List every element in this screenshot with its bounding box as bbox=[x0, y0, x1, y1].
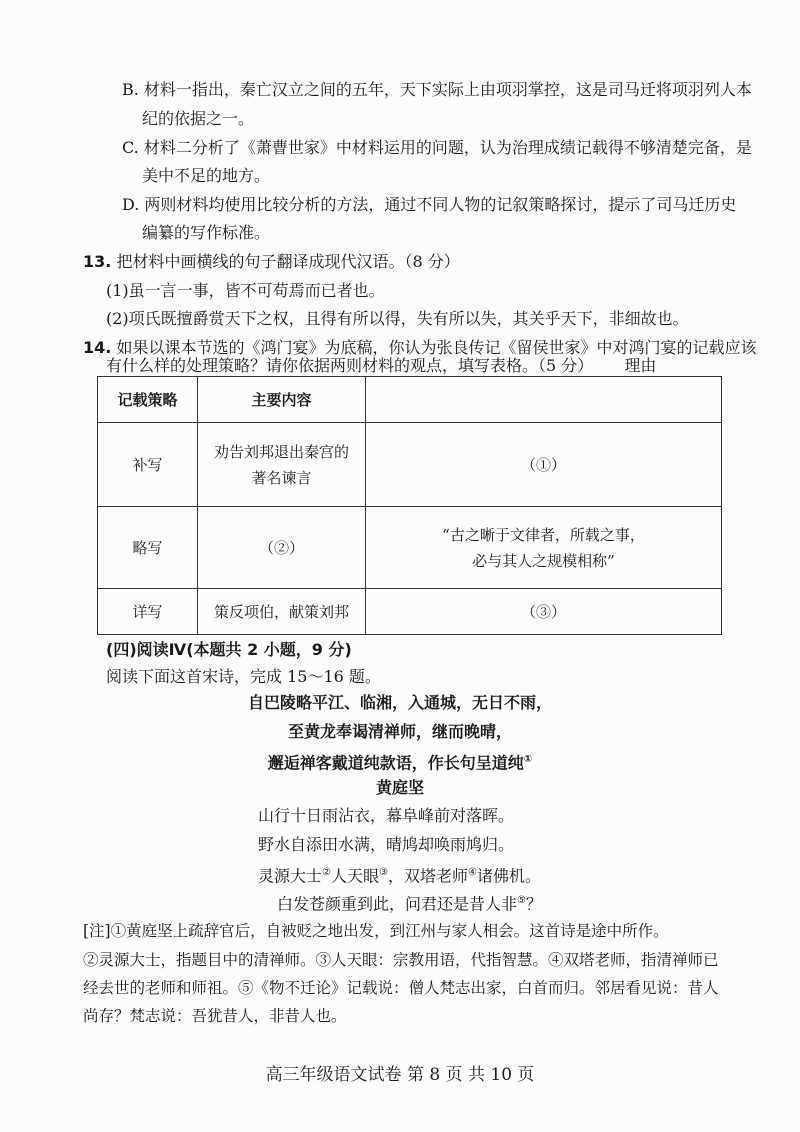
question-13-sentence-1: (1)虽一言一事，皆不可苟焉而已者也。 bbox=[106, 281, 385, 300]
option-c-line1: C. 材料二分析了《萧曹世家》中材料运用的问题，认为治理成绩记载得不够清楚完备，是 bbox=[122, 138, 752, 157]
note-marker-5: ⑤ bbox=[517, 895, 526, 906]
poem-author: 黄庭坚 bbox=[375, 778, 424, 797]
section-4-intro: 阅读下面这首宋诗，完成 15～16 题。 bbox=[106, 667, 381, 686]
header-content: 主要内容 bbox=[198, 377, 366, 423]
row1-content bbox=[198, 423, 366, 507]
note-marker-1: ① bbox=[523, 754, 533, 765]
row2-reason-line2: 必与其人之规模相称” bbox=[472, 551, 615, 570]
section-4-heading: (四)阅读Ⅳ(本题共 2 小题，9 分) bbox=[106, 640, 352, 659]
table-row bbox=[98, 589, 722, 635]
row1-content-line2: 著名谏言 bbox=[251, 468, 312, 487]
option-d-line2: 编纂的写作标准。 bbox=[142, 223, 271, 242]
poem-line-3 bbox=[258, 863, 541, 886]
row1-reason-blank: （①） bbox=[520, 455, 566, 474]
question-13 bbox=[83, 252, 460, 272]
option-d-line1: D. 两则材料均使用比较分析的方法，通过不同人物的记叙策略探讨，提示了司马迁历史 bbox=[122, 195, 737, 214]
note-marker-2: ② bbox=[322, 867, 331, 878]
row2-content[interactable] bbox=[198, 507, 366, 589]
poem-title-line1: 自巴陵略平江、临湘，入通城，无日不雨， bbox=[247, 693, 552, 712]
poem-line-1: 山行十日雨沾衣，幕阜峰前对落晖。 bbox=[258, 806, 515, 825]
row3-content: 策反项伯，献策刘邦 bbox=[198, 589, 366, 635]
poem-title-text: 邂逅禅客戴道纯款语，作长句呈道纯 bbox=[267, 753, 524, 773]
row2-reason-line1: “古之晰于文律者，所载之事， bbox=[442, 525, 645, 544]
poem-line-3-part-b: 人天眼 bbox=[330, 866, 379, 886]
poem-line-4-part-a: 白发苍颜重到此，问君还是昔人非 bbox=[277, 894, 518, 914]
row2-strategy: 略写 bbox=[98, 507, 198, 589]
note-line-4: 尚存？梵志说：吾犹昔人，非昔人也。 bbox=[83, 1007, 347, 1025]
question-14-line2 bbox=[106, 356, 656, 376]
row1-content-line1: 劝告刘邦退出秦宫的 bbox=[213, 442, 349, 461]
poem-line-3-part-d: 诸佛机。 bbox=[476, 866, 541, 886]
note-marker-3: ③ bbox=[379, 867, 388, 878]
note-line-2: ②灵源大士，指题目中的清禅师。③人天眼：宗教用语，代指智慧。④双塔老师，指清禅师已 bbox=[83, 951, 719, 969]
question-14-text-1: 如果以课本节选的《鸿门宴》为底稿，你认为张良传记《留侯世家》中对鸿门宴的记载应该 bbox=[116, 338, 757, 357]
question-13-number: 13. bbox=[83, 252, 112, 271]
option-c-line2: 美中不足的地方。 bbox=[142, 166, 271, 185]
question-14-line1 bbox=[83, 338, 756, 358]
table-header-row bbox=[98, 377, 722, 423]
row3-reason[interactable] bbox=[366, 589, 722, 635]
note-line-3: 经去世的老师和师祖。⑤《物不迁论》记载说：僧人梵志出家，白首而归。邻居看见说：昔人 bbox=[83, 979, 719, 997]
row1-strategy: 补写 bbox=[98, 423, 198, 507]
page-footer: 高三年级语文试卷 第 8 页 共 10 页 bbox=[265, 1065, 535, 1085]
poem-line-3-part-c: ，双塔老师 bbox=[387, 866, 468, 886]
row3-reason-blank: （③） bbox=[520, 602, 566, 621]
header-reason bbox=[366, 377, 722, 423]
note-line-1: [注]①黄庭坚上疏辞官后，自被贬之地出发，到江州与家人相会。这首诗是途中所作。 bbox=[83, 922, 669, 940]
poem-line-4 bbox=[277, 891, 542, 914]
table-row bbox=[98, 507, 722, 589]
poem-line-3-part-a: 灵源大士 bbox=[258, 866, 323, 886]
poem-title-line3 bbox=[0, 750, 800, 773]
table-row bbox=[98, 423, 722, 507]
reason-label: 理由 bbox=[624, 356, 657, 375]
note-marker-4: ④ bbox=[467, 867, 477, 878]
question-13-sentence-2: (2)项氏既擅爵赏天下之权，且得有所以得，失有所以失，其关乎天下，非细故也。 bbox=[106, 309, 689, 328]
row2-content-blank: （②） bbox=[258, 538, 304, 557]
header-strategy: 记载策略 bbox=[98, 377, 198, 423]
option-b-line2: 纪的依据之一。 bbox=[142, 109, 255, 128]
poem-line-2: 野水自添田水满，晴鸠却唤雨鸠归。 bbox=[258, 835, 515, 854]
question-14-number: 14. bbox=[83, 338, 112, 357]
question-13-text: 把材料中画横线的句子翻译成现代汉语。（8 分） bbox=[116, 252, 460, 271]
row3-strategy: 详写 bbox=[98, 589, 198, 635]
question-14-text-2: 有什么样的处理策略？请你依据两则材料的观点，填写表格。（5 分） bbox=[106, 356, 594, 375]
row1-reason[interactable] bbox=[366, 423, 722, 507]
option-b-line1: B. 材料一指出，秦亡汉立之间的五年，天下实际上由项羽掌控，这是司马迁将项羽列人本 bbox=[122, 80, 752, 99]
row2-reason bbox=[366, 507, 722, 589]
poem-title-line2: 至黄龙奉谒清禅师，继而晚晴， bbox=[287, 722, 512, 741]
strategy-table bbox=[97, 376, 722, 635]
poem-line-4-part-b: ？ bbox=[525, 894, 542, 914]
